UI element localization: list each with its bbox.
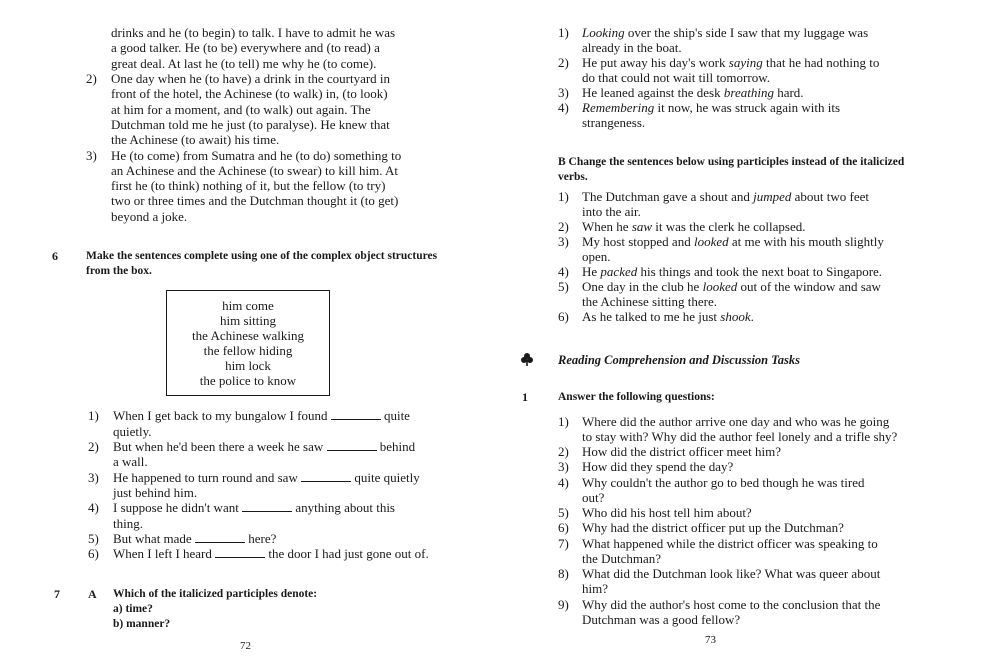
section-title: Reading Comprehension and Discussion Tasks [558, 353, 800, 367]
item-number: 5) [558, 279, 569, 294]
item-number: 4) [558, 475, 569, 490]
text-line: just behind him. [113, 485, 198, 500]
text-line: out? [582, 490, 605, 505]
text-line: But when he'd been there a week he saw behind [113, 439, 416, 454]
text-line: great deal. At last he (to tell) me why he (to come). [111, 56, 377, 71]
text-line: strangeness. [582, 115, 646, 130]
fill-blank [242, 501, 292, 512]
text-line: How did the district officer meet him? [582, 444, 782, 459]
text-line: to stay with? Why did the author feel lonely and a trifle shy? [582, 429, 898, 444]
text-line: Who did his host tell him about? [582, 505, 752, 520]
text-line: a good talker. He (to be) everywhere and (to read) a [111, 40, 380, 55]
text-line: quietly. [113, 424, 152, 439]
item-number: 6) [558, 520, 569, 535]
section-letter: A [88, 587, 97, 601]
item-number: 1) [558, 25, 569, 40]
item-number: 2) [86, 71, 97, 86]
text-line: two or three times and the Dutchman thought it (to get) [111, 193, 399, 208]
text-line: at him for a moment, and (to walk) out again. The [111, 102, 371, 117]
text-line: The Dutchman gave a shout and jumped about two feet [582, 189, 870, 204]
item-number: 9) [558, 597, 569, 612]
text-line: How did they spend the day? [582, 459, 734, 474]
fill-blank [215, 547, 265, 558]
text-line: beyond a joke. [111, 209, 188, 224]
section-number: 7 [54, 587, 60, 601]
item-number: 6) [558, 309, 569, 324]
box-phrase: the Achinese walking [192, 328, 304, 343]
text-line: What did the Dutchman look like? What was queer about [582, 566, 881, 581]
text-line: He put away his day's work saying that he had nothing to [582, 55, 880, 70]
text-line: the Achinese (to await) his time. [111, 132, 280, 147]
box-phrase: him come [222, 298, 274, 313]
box-phrase: him sitting [220, 313, 276, 328]
text-line: Looking over the ship's side I saw that my luggage was [582, 25, 869, 40]
option-a: a) time? [113, 603, 153, 615]
page-number: 73 [705, 634, 716, 646]
item-number: 3) [86, 148, 97, 163]
item-number: 3) [558, 234, 569, 249]
section-heading: Make the sentences complete using one of the complex object structures [86, 250, 438, 262]
text-line: drinks and he (to begin) to talk. I have to admit he was [111, 25, 396, 40]
text-line: Why did the author's host come to the conclusion that the [582, 597, 881, 612]
text-line: first he (to think) nothing of it, but the fellow (to try) [111, 178, 386, 193]
box-phrase: him lock [225, 358, 271, 373]
section-heading: B Change the sentences below using participles instead of the italicized [558, 156, 905, 168]
item-number: 8) [558, 566, 569, 581]
section-heading: Which of the italicized participles denote: [113, 588, 318, 600]
text-line: What happened while the district officer was speaking to [582, 536, 878, 551]
fill-blank [327, 440, 377, 451]
page-number: 72 [240, 640, 251, 652]
section-heading: Answer the following questions: [558, 391, 715, 403]
text-line: As he talked to me he just shook. [582, 309, 754, 324]
text-line: the Achinese sitting there. [582, 294, 718, 309]
text-line: He packed his things and took the next boat to Singapore. [582, 264, 883, 279]
item-number: 5) [558, 505, 569, 520]
fill-blank [195, 532, 245, 543]
option-b: b) manner? [113, 618, 171, 630]
text-line: an Achinese and the Achinese (to swear) to kill him. At [111, 163, 399, 178]
text-line: front of the hotel, the Achinese (to walk) in, (to look) [111, 86, 388, 101]
item-number: 3) [558, 459, 569, 474]
item-number: 1) [558, 189, 569, 204]
item-number: 3) [88, 470, 99, 485]
section-heading: from the box. [86, 265, 152, 277]
text-line: Why had the district officer put up the Dutchman? [582, 520, 844, 535]
text-line: already in the boat. [582, 40, 682, 55]
text-line: I suppose he didn't want anything about this [113, 500, 395, 515]
text-line: But what made here? [113, 531, 277, 546]
section-number: 1 [522, 390, 528, 404]
item-number: 2) [88, 439, 99, 454]
text-line: Dutchman was a good fellow? [582, 612, 741, 627]
phrase-box [166, 290, 330, 396]
item-number: 4) [558, 100, 569, 115]
section-heading: verbs. [558, 171, 588, 183]
text-line: He leaned against the desk breathing hard. [582, 85, 804, 100]
text-line: My host stopped and looked at me with his mouth slightly [582, 234, 884, 249]
item-number: 4) [558, 264, 569, 279]
box-phrase: the fellow hiding [203, 343, 293, 358]
item-number: 4) [88, 500, 99, 515]
section-number: 6 [52, 249, 58, 263]
text-line: Where did the author arrive one day and who was he going [582, 414, 890, 429]
text-line: When I get back to my bungalow I found quite [113, 408, 410, 423]
text-line: When he saw it was the clerk he collapsed. [582, 219, 806, 234]
text-line: He (to come) from Sumatra and he (to do) something to [111, 148, 402, 163]
fill-blank [331, 409, 381, 420]
trefoil-icon [520, 352, 534, 366]
item-number: 2) [558, 219, 569, 234]
item-number: 5) [88, 531, 99, 546]
item-number: 2) [558, 444, 569, 459]
text-line: Dutchman told me he just (to paralyse). He knew that [111, 117, 390, 132]
text-line: One day in the club he looked out of the window and saw [582, 279, 881, 294]
text-line: Remembering it now, he was struck again with its [582, 100, 841, 115]
text-line: Why couldn't the author go to bed though he was tired [582, 475, 865, 490]
text-line: do that could not wait till tomorrow. [582, 70, 770, 85]
right-page [500, 0, 1000, 667]
text-line: He happened to turn round and saw quite quietly [113, 470, 420, 485]
text-line: him? [582, 581, 608, 596]
item-number: 6) [88, 546, 99, 561]
item-number: 1) [558, 414, 569, 429]
text-line: open. [582, 249, 611, 264]
box-phrase: the police to know [199, 373, 297, 388]
text-line: into the air. [582, 204, 641, 219]
item-number: 2) [558, 55, 569, 70]
fill-blank [301, 471, 351, 482]
item-number: 3) [558, 85, 569, 100]
text-line: the Dutchman? [582, 551, 662, 566]
text-line: a wall. [113, 454, 148, 469]
item-number: 7) [558, 536, 569, 551]
text-line: When I left I heard the door I had just gone out of. [113, 546, 429, 561]
text-line: One day when he (to have) a drink in the courtyard in [111, 71, 391, 86]
item-number: 1) [88, 408, 99, 423]
text-line: thing. [113, 516, 143, 531]
